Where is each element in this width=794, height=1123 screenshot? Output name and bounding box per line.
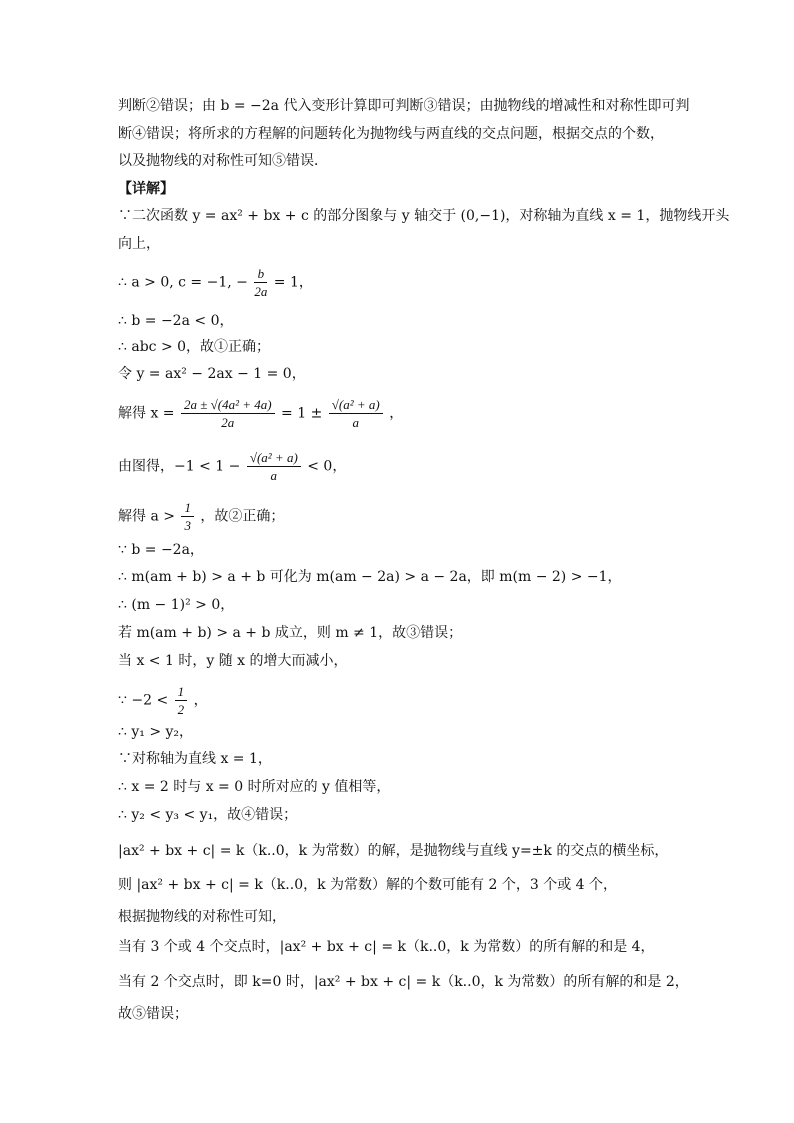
text-line: ∴ b = −2a < 0， xyxy=(118,313,234,329)
equation-text: = 1 ± xyxy=(281,405,323,422)
fraction-denominator: a xyxy=(270,468,278,483)
equation-text: ， xyxy=(389,405,404,422)
equation-text: ，故②正确； xyxy=(200,508,285,525)
text-line: ∵对称轴为直线 x = 1， xyxy=(118,751,272,767)
equation-line xyxy=(118,683,208,718)
text-line: ∴ abc > 0，故①正确； xyxy=(118,339,271,355)
fraction-numerator: √(a² + a) xyxy=(329,396,383,414)
text-line: 当 x < 1 时，y 随 x 的增大而减小， xyxy=(118,653,348,669)
fraction-numerator: 1 xyxy=(181,499,194,517)
equation-text: 解得 a > xyxy=(118,508,175,525)
text-line: ∴ y₁ > y₂， xyxy=(118,724,194,740)
equation-text: ， xyxy=(193,692,208,709)
text-line: ∴ x = 2 时与 x = 0 时所对应的 y 值相等， xyxy=(118,779,391,795)
text-line: 令 y = ax² − 2ax − 1 = 0， xyxy=(118,366,306,382)
text-line: 断④错误；将所求的方程解的问题转化为抛物线与两直线的交点问题，根据交点的个数， xyxy=(118,126,664,142)
fraction xyxy=(175,683,188,718)
fraction xyxy=(329,396,383,431)
fraction xyxy=(247,449,301,484)
text-line: 故⑤错误； xyxy=(118,1006,188,1022)
text-line: 当有 2 个交点时，即 k=0 时，|ax² + bx + c| = k（k..0，k 为常数）的所有解的和是 2， xyxy=(118,974,689,990)
text-line: ∴ m(am + b) > a + b 可化为 m(am − 2a) > a − 2a，即 m(m − 2) > −1， xyxy=(118,569,622,585)
text-line: 根据抛物线的对称性可知， xyxy=(118,909,286,925)
text-line: 以及抛物线的对称性可知⑤错误． xyxy=(118,153,328,169)
fraction xyxy=(254,265,267,300)
text-line: 若 m(am + b) > a + b 成立，则 m ≠ 1，故③错误； xyxy=(118,625,463,641)
equation-text: 由图得，−1 < 1 − xyxy=(118,458,241,475)
fraction-denominator: a xyxy=(352,415,360,430)
fraction-denominator: 3 xyxy=(184,518,191,533)
equation-text: ∵ −2 < xyxy=(118,692,169,709)
text-line: 向上， xyxy=(118,236,160,252)
text-line: ∵二次函数 y = ax² + bx + c 的部分图象与 y 轴交于 (0,−1)，对称轴为直线 x = 1，抛物线开头 xyxy=(118,208,730,224)
equation-line xyxy=(118,396,403,431)
fraction-numerator: b xyxy=(254,265,267,283)
fraction xyxy=(181,396,275,431)
fraction-denominator: 2a xyxy=(221,415,235,430)
text-line: 判断②错误；由 b = −2a 代入变形计算即可判断③错误；由抛物线的增减性和对称性即可判 xyxy=(118,98,690,114)
equation-line xyxy=(118,499,284,534)
text-line: ∴ y₂ < y₃ < y₁，故④错误； xyxy=(118,807,298,823)
section-heading: 【详解】 xyxy=(118,181,174,197)
equation-line xyxy=(118,265,313,300)
text-line: ∴ (m − 1)² > 0， xyxy=(118,597,235,613)
fraction-numerator: 1 xyxy=(175,683,188,701)
fraction-numerator: √(a² + a) xyxy=(247,449,301,467)
fraction xyxy=(181,499,194,534)
text-line: 当有 3 个或 4 个交点时，|ax² + bx + c| = k（k..0，k 为常数）的所有解的和是 4， xyxy=(118,939,655,955)
equation-text: = 1， xyxy=(273,274,313,291)
text-line: 则 |ax² + bx + c| = k（k..0，k 为常数）解的个数可能有 2 个，3 个或 4 个， xyxy=(118,877,618,893)
fraction-denominator: 2a xyxy=(254,284,268,299)
fraction-numerator: 2a ± √(4a² + 4a) xyxy=(181,396,275,414)
equation-text: < 0， xyxy=(307,458,347,475)
fraction-denominator: 2 xyxy=(177,702,185,717)
equation-text: ∴ a > 0, c = −1, − xyxy=(118,274,248,291)
text-line: |ax² + bx + c| = k（k..0，k 为常数）的解，是抛物线与直线 y=±k 的交点的横坐标， xyxy=(118,843,669,859)
equation-text: 解得 x = xyxy=(118,405,175,422)
equation-line xyxy=(118,449,346,484)
text-line: ∵ b = −2a， xyxy=(118,542,204,558)
